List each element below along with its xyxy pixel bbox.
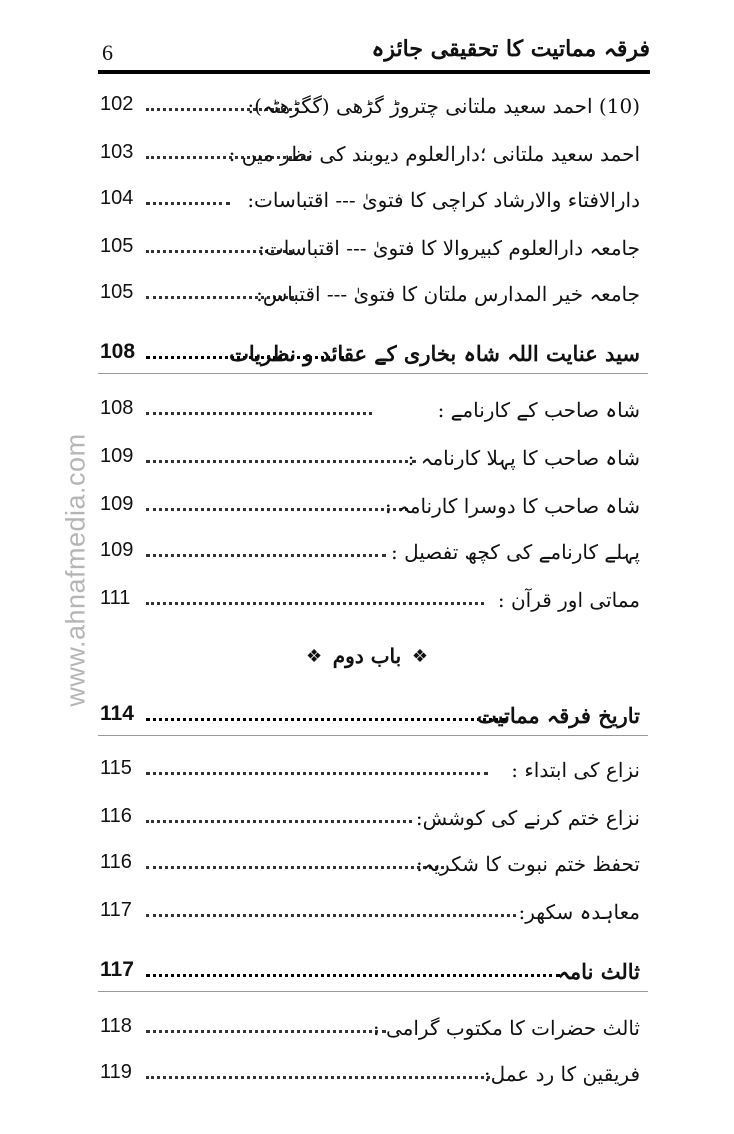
- ornament-icon: ❖: [306, 646, 323, 667]
- heading-rule: [98, 373, 648, 374]
- toc-entry: [100, 176, 640, 216]
- toc-entry-title: شاہ صاحب کا پہلا کارنامہ :: [407, 446, 640, 470]
- toc-entry: [100, 270, 640, 310]
- toc-entry-title: تحفظ ختم نبوت کا شکریہ:: [416, 852, 640, 876]
- toc-page-number: 119: [100, 1061, 132, 1083]
- toc-heading-title: تاریخ فرقہ مماتیت: [477, 703, 640, 728]
- toc-entry-title: جامعہ خیر المدارس ملتان کا فتویٰ --- اقتباس:: [256, 282, 640, 306]
- toc-page-number: 109: [100, 445, 134, 467]
- heading-rule: [98, 735, 648, 736]
- leader-dots: [146, 1030, 386, 1033]
- leader-dots: [146, 974, 560, 977]
- toc-entry-title: ثالث حضرات کا مکتوب گرامی :: [372, 1016, 640, 1040]
- toc-heading-title: سید عنایت اللہ شاہ بخاری کے عقائد و نظریات: [229, 341, 640, 366]
- toc-page-number: 108: [100, 340, 136, 363]
- leader-dots: [146, 914, 516, 917]
- toc-entry-title: نزاع ختم کرنے کی کوشش:: [415, 806, 640, 830]
- toc-entry: [100, 794, 640, 834]
- toc-entry: [100, 576, 640, 616]
- toc-entry-title: شاہ صاحب کا دوسرا کارنامہ :: [384, 494, 640, 518]
- toc-page-number: 109: [100, 539, 134, 561]
- toc-entry-title: معاہدہ سکھر:: [518, 900, 640, 924]
- heading-rule: [98, 991, 648, 992]
- header-rule: [98, 70, 650, 74]
- toc-section-heading: [100, 692, 640, 732]
- toc-entry: [100, 888, 640, 928]
- toc-page-number: 105: [100, 235, 134, 257]
- toc-entry-title: شاہ صاحب کے کارنامے :: [437, 398, 640, 422]
- toc-entry-title: احمد سعید ملتانی ؛دارالعلوم دیوبند کی نظر میں :: [228, 142, 640, 166]
- toc-heading-title: ثالث نامہ: [557, 959, 640, 984]
- toc-page-number: 104: [100, 187, 134, 209]
- toc-entry-title: دارالافتاء والارشاد کراچی کا فتویٰ --- اقتباسات:: [247, 188, 640, 212]
- toc-page-number: 117: [100, 958, 134, 981]
- leader-dots: [146, 866, 444, 869]
- toc-page-number: 105: [100, 281, 134, 303]
- watermark-text: www.ahnafmedia.com: [60, 433, 91, 707]
- book-title: فرقہ مماتیت کا تحقیقی جائزہ: [371, 36, 650, 62]
- toc-page-number: 115: [100, 757, 132, 779]
- leader-dots: [146, 554, 386, 557]
- toc-entry: [100, 224, 640, 264]
- toc-entry-title: جامعہ دارالعلوم کبیروالا کا فتویٰ --- اقتباسات:: [258, 236, 640, 260]
- toc-entry: [100, 130, 640, 170]
- toc-entry: [100, 528, 640, 568]
- toc-entry: [100, 1050, 640, 1090]
- toc-page-number: 111: [100, 587, 131, 609]
- leader-dots: [146, 460, 416, 463]
- toc-page-number: 103: [100, 141, 134, 163]
- toc-entry: [100, 746, 640, 786]
- toc-section-heading: [100, 948, 640, 988]
- toc-page-number: 109: [100, 493, 134, 515]
- toc-entry: [100, 434, 640, 474]
- watermark: [56, 405, 96, 735]
- toc-entry: [100, 840, 640, 880]
- toc-page-number: 116: [100, 851, 132, 873]
- toc-page-number: 102: [100, 93, 134, 115]
- leader-dots: [146, 718, 506, 721]
- toc-entry: [100, 1004, 640, 1044]
- toc-section-heading: [100, 330, 640, 370]
- chapter-title: باب دوم: [332, 644, 402, 668]
- leader-dots: [146, 820, 412, 823]
- leader-dots: [146, 602, 484, 605]
- ornament-icon: ❖: [411, 646, 428, 667]
- toc-entry: [100, 82, 640, 122]
- toc-page-number: 114: [100, 702, 134, 725]
- page-number: 6: [102, 40, 113, 65]
- toc-entry-title: نزاع کی ابتداء :: [511, 758, 640, 782]
- leader-dots: [146, 772, 488, 775]
- toc-page-number: 118: [100, 1015, 132, 1037]
- toc-entry-title: پہلے کارنامے کی کچھ تفصیل :: [391, 540, 640, 564]
- chapter-label: [300, 638, 434, 678]
- toc-entry-title: (10) احمد سعید ملتانی چتروڑ گڑھی (گگڑھٹہ):: [247, 94, 640, 118]
- toc-page-number: 117: [100, 899, 132, 921]
- leader-dots: [146, 202, 230, 205]
- toc-entry-title: مماتی اور قرآن :: [497, 588, 640, 612]
- leader-dots: [146, 1076, 490, 1079]
- toc-entry: [100, 482, 640, 522]
- toc-entry: [100, 386, 640, 426]
- toc-page-number: 108: [100, 397, 134, 419]
- page-header: [98, 28, 650, 68]
- leader-dots: [146, 508, 408, 511]
- leader-dots: [146, 412, 372, 415]
- toc-page-number: 116: [100, 805, 132, 827]
- toc-entry-title: فریقین کا رد عمل:: [483, 1062, 640, 1086]
